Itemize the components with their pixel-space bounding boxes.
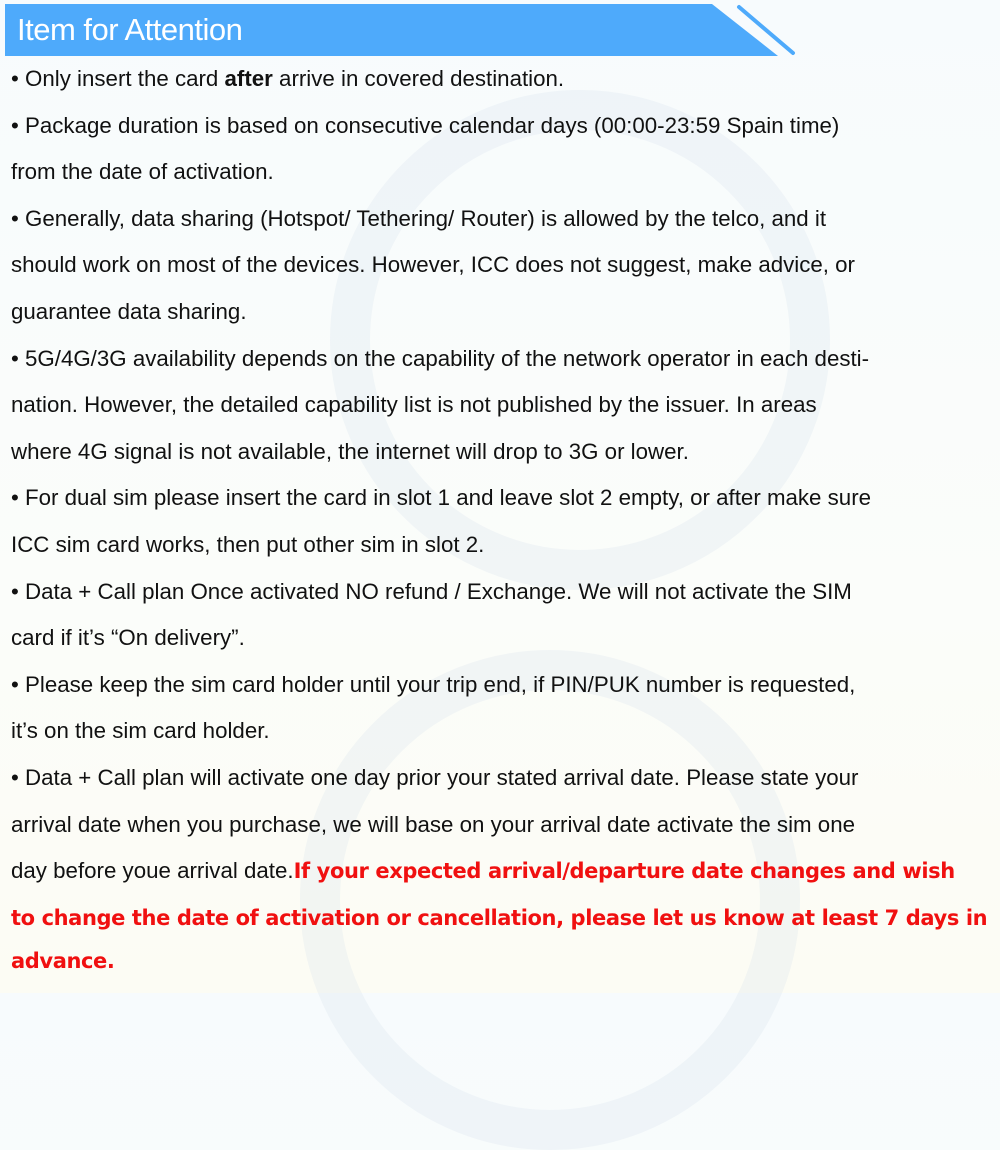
text-line bbox=[11, 941, 996, 981]
text-line bbox=[11, 242, 996, 289]
body-text: arrive in covered destination. bbox=[272, 66, 565, 91]
list-item bbox=[11, 196, 996, 336]
body-text: where 4G signal is not available, the internet will drop to 3G or lower. bbox=[11, 438, 689, 464]
text-line bbox=[11, 475, 996, 522]
body-text: • Package duration is based on consecutive calendar days (00:00-23:59 Spain time) bbox=[11, 112, 840, 138]
body-text: • 5G/4G/3G availability depends on the capability of the network operator in each desti- bbox=[11, 345, 870, 371]
body-text: • Data + Call plan will activate one day prior your stated arrival date. Please state your bbox=[11, 764, 859, 790]
body-text: card if it’s “On delivery”. bbox=[11, 625, 245, 651]
warning-text: If your expected arrival/departure date changes and wish bbox=[293, 859, 955, 884]
body-text: • Data + Call plan Once activated NO refund / Exchange. We will not activate the SIM bbox=[11, 578, 852, 604]
body-text: ICC sim card works, then put other sim in slot 2. bbox=[11, 531, 485, 557]
list-item bbox=[11, 475, 996, 568]
body-text: • Generally, data sharing (Hotspot/ Tethering/ Router) is allowed by the telco, and it bbox=[11, 205, 827, 231]
text-line bbox=[11, 149, 996, 196]
body-text: nation. However, the detailed capability list is not published by the issuer. In areas bbox=[11, 392, 817, 418]
text-line bbox=[11, 103, 996, 150]
warning-text: to change the date of activation or cancellation, please let us know at least 7 days in bbox=[11, 905, 988, 930]
attention-list bbox=[11, 56, 996, 981]
list-item bbox=[11, 569, 996, 662]
list-item bbox=[11, 755, 996, 981]
text-line bbox=[11, 895, 996, 942]
text-line bbox=[11, 708, 996, 755]
text-line bbox=[11, 755, 996, 802]
body-text: day before youe arrival date. bbox=[11, 858, 294, 884]
body-text: it’s on the sim card holder. bbox=[11, 718, 270, 744]
section-title: Item for Attention bbox=[17, 12, 243, 47]
body-text: • Only insert the card bbox=[11, 66, 225, 91]
text-line bbox=[11, 662, 996, 709]
list-item bbox=[11, 103, 996, 196]
body-text: guarantee data sharing. bbox=[11, 298, 247, 324]
body-text: should work on most of the devices. However, ICC does not suggest, make advice, or bbox=[11, 252, 855, 278]
section-header bbox=[5, 4, 785, 56]
text-line bbox=[11, 196, 996, 243]
text-line bbox=[11, 848, 996, 895]
text-line bbox=[11, 382, 996, 429]
text-line bbox=[11, 56, 996, 103]
body-text: • For dual sim please insert the card in slot 1 and leave slot 2 empty, or after make sure bbox=[11, 485, 872, 511]
text-line bbox=[11, 802, 996, 849]
body-text: • Please keep the sim card holder until your trip end, if PIN/PUK number is requested, bbox=[11, 671, 856, 697]
text-line bbox=[11, 615, 996, 662]
text-line bbox=[11, 336, 996, 383]
text-line bbox=[11, 429, 996, 476]
warning-text: advance. bbox=[11, 949, 115, 974]
body-text: from the date of activation. bbox=[11, 159, 274, 185]
list-item bbox=[11, 662, 996, 755]
body-text: arrival date when you purchase, we will base on your arrival date activate the sim one bbox=[11, 811, 856, 837]
text-line bbox=[11, 569, 996, 616]
emphasis-text: after bbox=[224, 66, 273, 91]
list-item bbox=[11, 336, 996, 476]
list-item bbox=[11, 56, 996, 103]
text-line bbox=[11, 289, 996, 336]
text-line bbox=[11, 522, 996, 569]
